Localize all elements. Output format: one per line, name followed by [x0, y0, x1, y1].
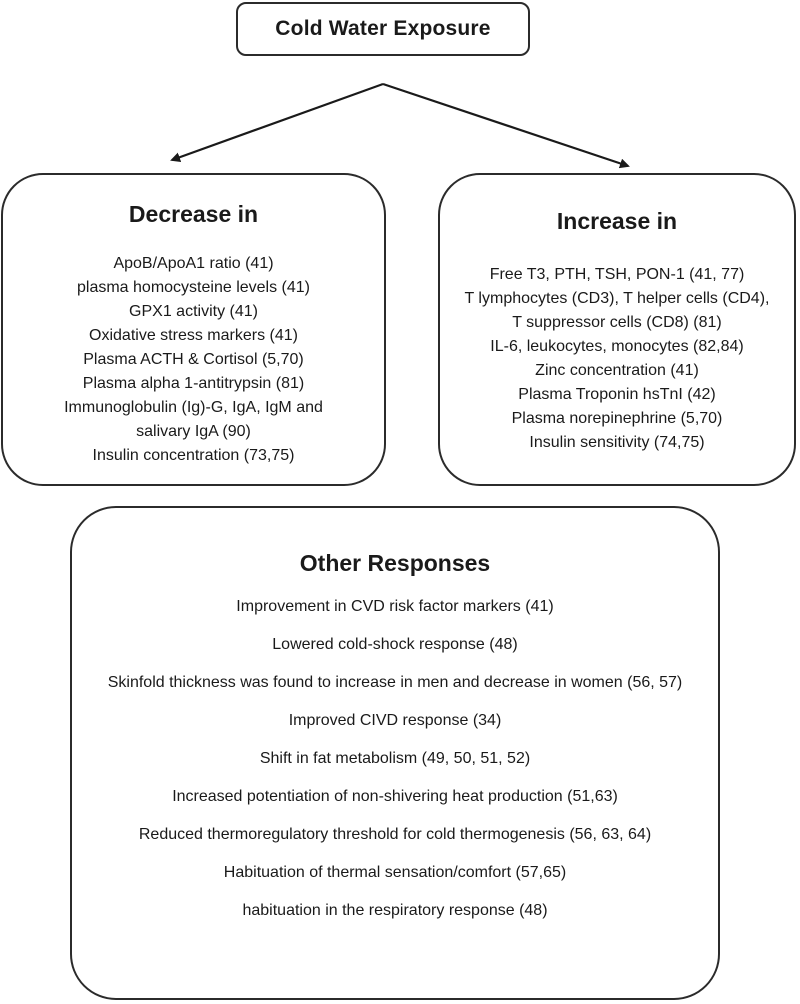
list-item: Improvement in CVD risk factor markers (41)	[236, 598, 554, 615]
arrow-to-decrease	[172, 84, 383, 160]
list-item: Shift in fat metabolism (49, 50, 51, 52)	[259, 750, 531, 767]
diagram-title: Cold Water Exposure	[275, 17, 491, 40]
list-item: Insulin sensitivity (74,75)	[529, 434, 705, 451]
list-item: Insulin concentration (73,75)	[92, 447, 295, 464]
list-item: Reduced thermoregulatory threshold for cold thermogenesis (56, 63, 64)	[138, 826, 652, 843]
decrease-list	[3, 252, 384, 468]
list-item: Zinc concentration (41)	[535, 362, 699, 379]
list-item: Habituation of thermal sensation/comfort (57,65)	[223, 864, 567, 881]
list-item: Oxidative stress markers (41)	[89, 327, 298, 344]
other-responses-box	[70, 506, 720, 1000]
list-item: Immunoglobulin (Ig)-G, IgA, IgM and salivary IgA (90)	[64, 399, 323, 440]
list-item: IL-6, leukocytes, monocytes (82,84)	[490, 338, 744, 355]
arrow-to-increase	[383, 84, 628, 166]
list-item: Increased potentiation of non-shivering heat production (51,63)	[172, 788, 618, 805]
decrease-heading: Decrease in	[128, 201, 259, 227]
list-item: T lymphocytes (CD3), T helper cells (CD4), T suppressor cells (CD8) (81)	[464, 290, 770, 331]
other-responses-heading: Other Responses	[299, 550, 491, 576]
list-item: Lowered cold-shock response (48)	[272, 636, 518, 653]
list-item: Plasma norepinephrine (5,70)	[511, 410, 723, 427]
cold-water-exposure-box	[236, 2, 530, 56]
increase-box	[438, 173, 796, 486]
list-item: plasma homocysteine levels (41)	[77, 279, 310, 296]
other-responses-list	[72, 595, 718, 922]
list-item: Plasma alpha 1-antitrypsin (81)	[82, 375, 305, 392]
decrease-box	[1, 173, 386, 486]
list-item: Plasma Troponin hsTnI (42)	[518, 386, 716, 403]
list-item: Plasma ACTH & Cortisol (5,70)	[83, 351, 304, 368]
list-item: Improved CIVD response (34)	[288, 712, 502, 729]
list-item: habituation in the respiratory response (48)	[242, 902, 548, 919]
increase-heading: Increase in	[556, 208, 678, 234]
list-item: Free T3, PTH, TSH, PON-1 (41, 77)	[489, 266, 745, 283]
list-item: Skinfold thickness was found to increase in men and decrease in women (56, 57)	[107, 674, 683, 691]
increase-list	[440, 263, 794, 455]
list-item: ApoB/ApoA1 ratio (41)	[113, 255, 274, 272]
list-item: GPX1 activity (41)	[129, 303, 258, 320]
